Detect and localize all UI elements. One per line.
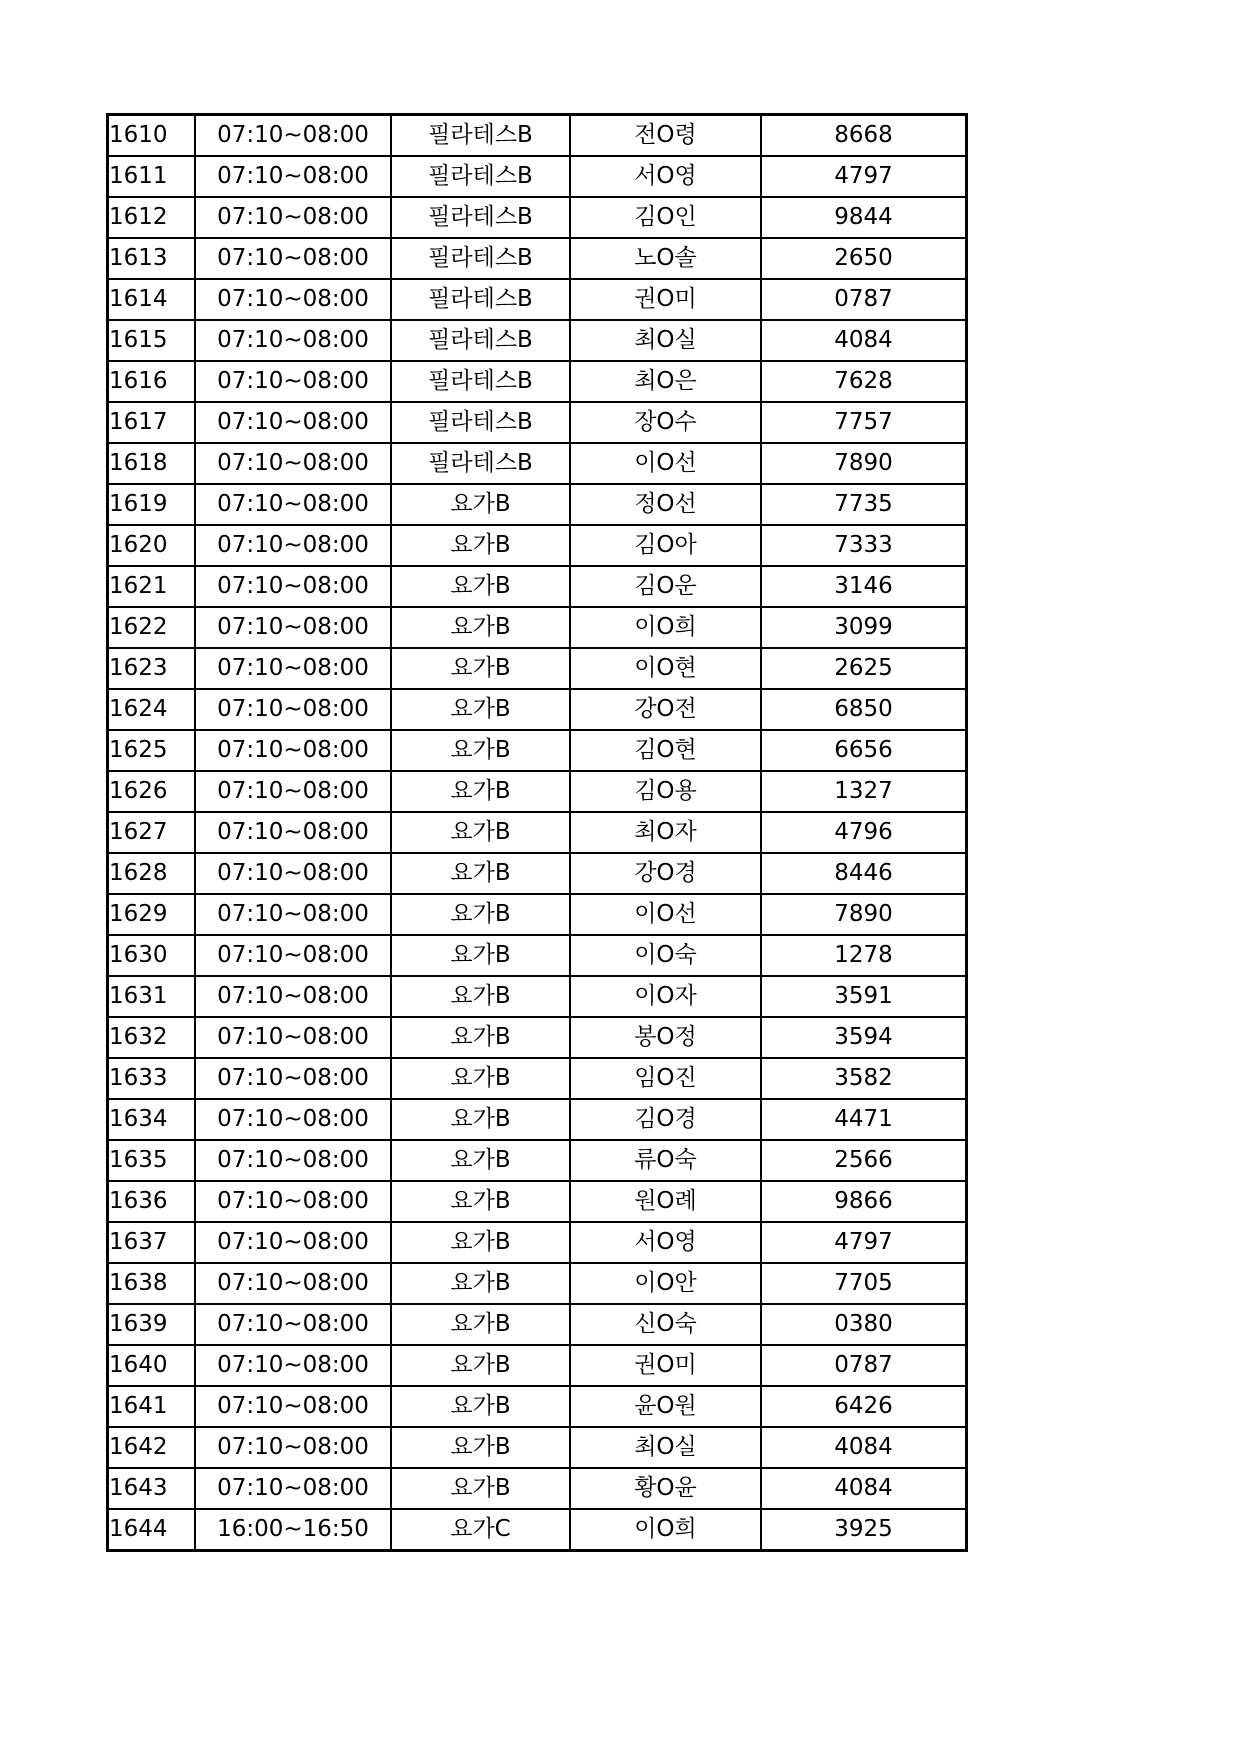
member-code-cell: 7890: [761, 894, 967, 935]
time-slot-cell: 07:10~08:00: [195, 238, 391, 279]
time-slot-cell: 07:10~08:00: [195, 771, 391, 812]
class-name-cell: 필라테스B: [391, 443, 570, 484]
row-number-cell: 1614: [108, 279, 196, 320]
class-name-cell: 요가B: [391, 1099, 570, 1140]
class-name-cell: 요가B: [391, 1058, 570, 1099]
class-name-cell: 요가B: [391, 1263, 570, 1304]
member-code-cell: 8446: [761, 853, 967, 894]
row-number-cell: 1627: [108, 812, 196, 853]
row-number-cell: 1619: [108, 484, 196, 525]
table-row: [108, 1386, 967, 1427]
class-name-cell: 요가B: [391, 1386, 570, 1427]
class-name-cell: 요가B: [391, 853, 570, 894]
time-slot-cell: 07:10~08:00: [195, 935, 391, 976]
time-slot-cell: 07:10~08:00: [195, 361, 391, 402]
row-number-cell: 1634: [108, 1099, 196, 1140]
row-number-cell: 1618: [108, 443, 196, 484]
table-row: [108, 771, 967, 812]
time-slot-cell: 16:00~16:50: [195, 1509, 391, 1551]
class-name-cell: 요가B: [391, 1222, 570, 1263]
class-name-cell: 요가B: [391, 525, 570, 566]
member-code-cell: 4796: [761, 812, 967, 853]
member-name-cell: 김O용: [570, 771, 761, 812]
class-name-cell: 요가B: [391, 1345, 570, 1386]
class-name-cell: 요가B: [391, 1181, 570, 1222]
member-name-cell: 이O숙: [570, 935, 761, 976]
table-row: [108, 1181, 967, 1222]
member-name-cell: 서O영: [570, 1222, 761, 1263]
row-number-cell: 1611: [108, 156, 196, 197]
table-row: [108, 402, 967, 443]
row-number-cell: 1630: [108, 935, 196, 976]
class-name-cell: 요가B: [391, 894, 570, 935]
member-name-cell: 노O솔: [570, 238, 761, 279]
time-slot-cell: 07:10~08:00: [195, 1468, 391, 1509]
row-number-cell: 1631: [108, 976, 196, 1017]
time-slot-cell: 07:10~08:00: [195, 1222, 391, 1263]
time-slot-cell: 07:10~08:00: [195, 1427, 391, 1468]
member-code-cell: 9866: [761, 1181, 967, 1222]
row-number-cell: 1628: [108, 853, 196, 894]
member-name-cell: 이O선: [570, 443, 761, 484]
member-name-cell: 김O경: [570, 1099, 761, 1140]
class-name-cell: 요가B: [391, 935, 570, 976]
row-number-cell: 1644: [108, 1509, 196, 1551]
time-slot-cell: 07:10~08:00: [195, 197, 391, 238]
time-slot-cell: 07:10~08:00: [195, 484, 391, 525]
time-slot-cell: 07:10~08:00: [195, 1099, 391, 1140]
member-name-cell: 최O은: [570, 361, 761, 402]
table-row: [108, 976, 967, 1017]
class-name-cell: 요가B: [391, 1427, 570, 1468]
member-code-cell: 6426: [761, 1386, 967, 1427]
member-code-cell: 2566: [761, 1140, 967, 1181]
member-name-cell: 이O희: [570, 607, 761, 648]
time-slot-cell: 07:10~08:00: [195, 1263, 391, 1304]
table-body: [108, 115, 967, 1551]
class-name-cell: 필라테스B: [391, 238, 570, 279]
time-slot-cell: 07:10~08:00: [195, 525, 391, 566]
time-slot-cell: 07:10~08:00: [195, 1181, 391, 1222]
member-code-cell: 1278: [761, 935, 967, 976]
row-number-cell: 1615: [108, 320, 196, 361]
member-name-cell: 임O진: [570, 1058, 761, 1099]
member-code-cell: 7735: [761, 484, 967, 525]
registration-table: [106, 113, 968, 1552]
table-row: [108, 1509, 967, 1551]
member-name-cell: 김O인: [570, 197, 761, 238]
row-number-cell: 1610: [108, 115, 196, 157]
member-name-cell: 서O영: [570, 156, 761, 197]
document-page: [106, 113, 968, 1552]
member-name-cell: 황O윤: [570, 1468, 761, 1509]
table-row: [108, 156, 967, 197]
member-code-cell: 0787: [761, 279, 967, 320]
member-code-cell: 3582: [761, 1058, 967, 1099]
table-row: [108, 689, 967, 730]
row-number-cell: 1623: [108, 648, 196, 689]
member-name-cell: 장O수: [570, 402, 761, 443]
row-number-cell: 1617: [108, 402, 196, 443]
class-name-cell: 요가B: [391, 1304, 570, 1345]
table-row: [108, 361, 967, 402]
time-slot-cell: 07:10~08:00: [195, 156, 391, 197]
member-name-cell: 봉O정: [570, 1017, 761, 1058]
member-code-cell: 8668: [761, 115, 967, 157]
member-name-cell: 권O미: [570, 279, 761, 320]
member-name-cell: 류O숙: [570, 1140, 761, 1181]
class-name-cell: 요가C: [391, 1509, 570, 1551]
member-code-cell: 6850: [761, 689, 967, 730]
row-number-cell: 1641: [108, 1386, 196, 1427]
class-name-cell: 요가B: [391, 1140, 570, 1181]
class-name-cell: 필라테스B: [391, 197, 570, 238]
member-name-cell: 강O경: [570, 853, 761, 894]
time-slot-cell: 07:10~08:00: [195, 1304, 391, 1345]
member-name-cell: 신O숙: [570, 1304, 761, 1345]
table-row: [108, 1058, 967, 1099]
table-row: [108, 730, 967, 771]
member-code-cell: 0380: [761, 1304, 967, 1345]
member-code-cell: 2650: [761, 238, 967, 279]
time-slot-cell: 07:10~08:00: [195, 689, 391, 730]
member-name-cell: 이O현: [570, 648, 761, 689]
table-row: [108, 443, 967, 484]
row-number-cell: 1638: [108, 1263, 196, 1304]
row-number-cell: 1616: [108, 361, 196, 402]
member-code-cell: 4797: [761, 156, 967, 197]
row-number-cell: 1632: [108, 1017, 196, 1058]
table-row: [108, 1140, 967, 1181]
member-code-cell: 7705: [761, 1263, 967, 1304]
row-number-cell: 1620: [108, 525, 196, 566]
member-code-cell: 3099: [761, 607, 967, 648]
table-row: [108, 484, 967, 525]
member-code-cell: 6656: [761, 730, 967, 771]
table-row: [108, 607, 967, 648]
row-number-cell: 1626: [108, 771, 196, 812]
member-code-cell: 4084: [761, 1427, 967, 1468]
table-row: [108, 812, 967, 853]
time-slot-cell: 07:10~08:00: [195, 730, 391, 771]
row-number-cell: 1643: [108, 1468, 196, 1509]
row-number-cell: 1622: [108, 607, 196, 648]
row-number-cell: 1635: [108, 1140, 196, 1181]
time-slot-cell: 07:10~08:00: [195, 566, 391, 607]
member-code-cell: 7628: [761, 361, 967, 402]
time-slot-cell: 07:10~08:00: [195, 443, 391, 484]
member-name-cell: 이O자: [570, 976, 761, 1017]
table-row: [108, 1099, 967, 1140]
table-row: [108, 1304, 967, 1345]
row-number-cell: 1636: [108, 1181, 196, 1222]
class-name-cell: 필라테스B: [391, 156, 570, 197]
member-name-cell: 이O안: [570, 1263, 761, 1304]
table-row: [108, 894, 967, 935]
table-row: [108, 935, 967, 976]
class-name-cell: 요가B: [391, 812, 570, 853]
row-number-cell: 1639: [108, 1304, 196, 1345]
row-number-cell: 1625: [108, 730, 196, 771]
time-slot-cell: 07:10~08:00: [195, 279, 391, 320]
row-number-cell: 1629: [108, 894, 196, 935]
member-name-cell: 최O실: [570, 320, 761, 361]
member-name-cell: 윤O원: [570, 1386, 761, 1427]
member-code-cell: 4084: [761, 1468, 967, 1509]
time-slot-cell: 07:10~08:00: [195, 402, 391, 443]
member-code-cell: 9844: [761, 197, 967, 238]
member-code-cell: 3594: [761, 1017, 967, 1058]
member-code-cell: 4084: [761, 320, 967, 361]
time-slot-cell: 07:10~08:00: [195, 320, 391, 361]
time-slot-cell: 07:10~08:00: [195, 1058, 391, 1099]
table-row: [108, 853, 967, 894]
table-row: [108, 1345, 967, 1386]
class-name-cell: 필라테스B: [391, 115, 570, 157]
table-row: [108, 1017, 967, 1058]
member-code-cell: 7890: [761, 443, 967, 484]
class-name-cell: 필라테스B: [391, 279, 570, 320]
time-slot-cell: 07:10~08:00: [195, 1386, 391, 1427]
row-number-cell: 1637: [108, 1222, 196, 1263]
class-name-cell: 필라테스B: [391, 402, 570, 443]
table-row: [108, 1263, 967, 1304]
table-row: [108, 115, 967, 157]
member-name-cell: 강O전: [570, 689, 761, 730]
class-name-cell: 요가B: [391, 607, 570, 648]
row-number-cell: 1612: [108, 197, 196, 238]
member-code-cell: 7757: [761, 402, 967, 443]
table-row: [108, 525, 967, 566]
time-slot-cell: 07:10~08:00: [195, 894, 391, 935]
time-slot-cell: 07:10~08:00: [195, 115, 391, 157]
row-number-cell: 1613: [108, 238, 196, 279]
time-slot-cell: 07:10~08:00: [195, 853, 391, 894]
member-code-cell: 2625: [761, 648, 967, 689]
table-row: [108, 279, 967, 320]
member-name-cell: 김O현: [570, 730, 761, 771]
member-code-cell: 4797: [761, 1222, 967, 1263]
class-name-cell: 필라테스B: [391, 320, 570, 361]
class-name-cell: 요가B: [391, 689, 570, 730]
member-code-cell: 4471: [761, 1099, 967, 1140]
row-number-cell: 1642: [108, 1427, 196, 1468]
time-slot-cell: 07:10~08:00: [195, 1140, 391, 1181]
time-slot-cell: 07:10~08:00: [195, 1345, 391, 1386]
class-name-cell: 요가B: [391, 1468, 570, 1509]
class-name-cell: 요가B: [391, 484, 570, 525]
table-row: [108, 197, 967, 238]
member-name-cell: 김O운: [570, 566, 761, 607]
row-number-cell: 1640: [108, 1345, 196, 1386]
member-code-cell: 0787: [761, 1345, 967, 1386]
class-name-cell: 요가B: [391, 730, 570, 771]
member-name-cell: 원O례: [570, 1181, 761, 1222]
member-name-cell: 이O희: [570, 1509, 761, 1551]
class-name-cell: 요가B: [391, 566, 570, 607]
member-name-cell: 권O미: [570, 1345, 761, 1386]
member-code-cell: 1327: [761, 771, 967, 812]
row-number-cell: 1621: [108, 566, 196, 607]
member-name-cell: 정O선: [570, 484, 761, 525]
table-row: [108, 1427, 967, 1468]
member-code-cell: 3925: [761, 1509, 967, 1551]
class-name-cell: 요가B: [391, 1017, 570, 1058]
member-name-cell: 이O선: [570, 894, 761, 935]
member-code-cell: 3591: [761, 976, 967, 1017]
class-name-cell: 요가B: [391, 648, 570, 689]
class-name-cell: 필라테스B: [391, 361, 570, 402]
member-name-cell: 전O령: [570, 115, 761, 157]
member-code-cell: 7333: [761, 525, 967, 566]
row-number-cell: 1633: [108, 1058, 196, 1099]
time-slot-cell: 07:10~08:00: [195, 1017, 391, 1058]
class-name-cell: 요가B: [391, 771, 570, 812]
table-row: [108, 1468, 967, 1509]
table-row: [108, 648, 967, 689]
time-slot-cell: 07:10~08:00: [195, 607, 391, 648]
time-slot-cell: 07:10~08:00: [195, 812, 391, 853]
table-row: [108, 238, 967, 279]
table-row: [108, 1222, 967, 1263]
member-name-cell: 최O자: [570, 812, 761, 853]
class-name-cell: 요가B: [391, 976, 570, 1017]
member-name-cell: 최O실: [570, 1427, 761, 1468]
time-slot-cell: 07:10~08:00: [195, 976, 391, 1017]
member-code-cell: 3146: [761, 566, 967, 607]
row-number-cell: 1624: [108, 689, 196, 730]
table-row: [108, 320, 967, 361]
member-name-cell: 김O아: [570, 525, 761, 566]
time-slot-cell: 07:10~08:00: [195, 648, 391, 689]
table-row: [108, 566, 967, 607]
